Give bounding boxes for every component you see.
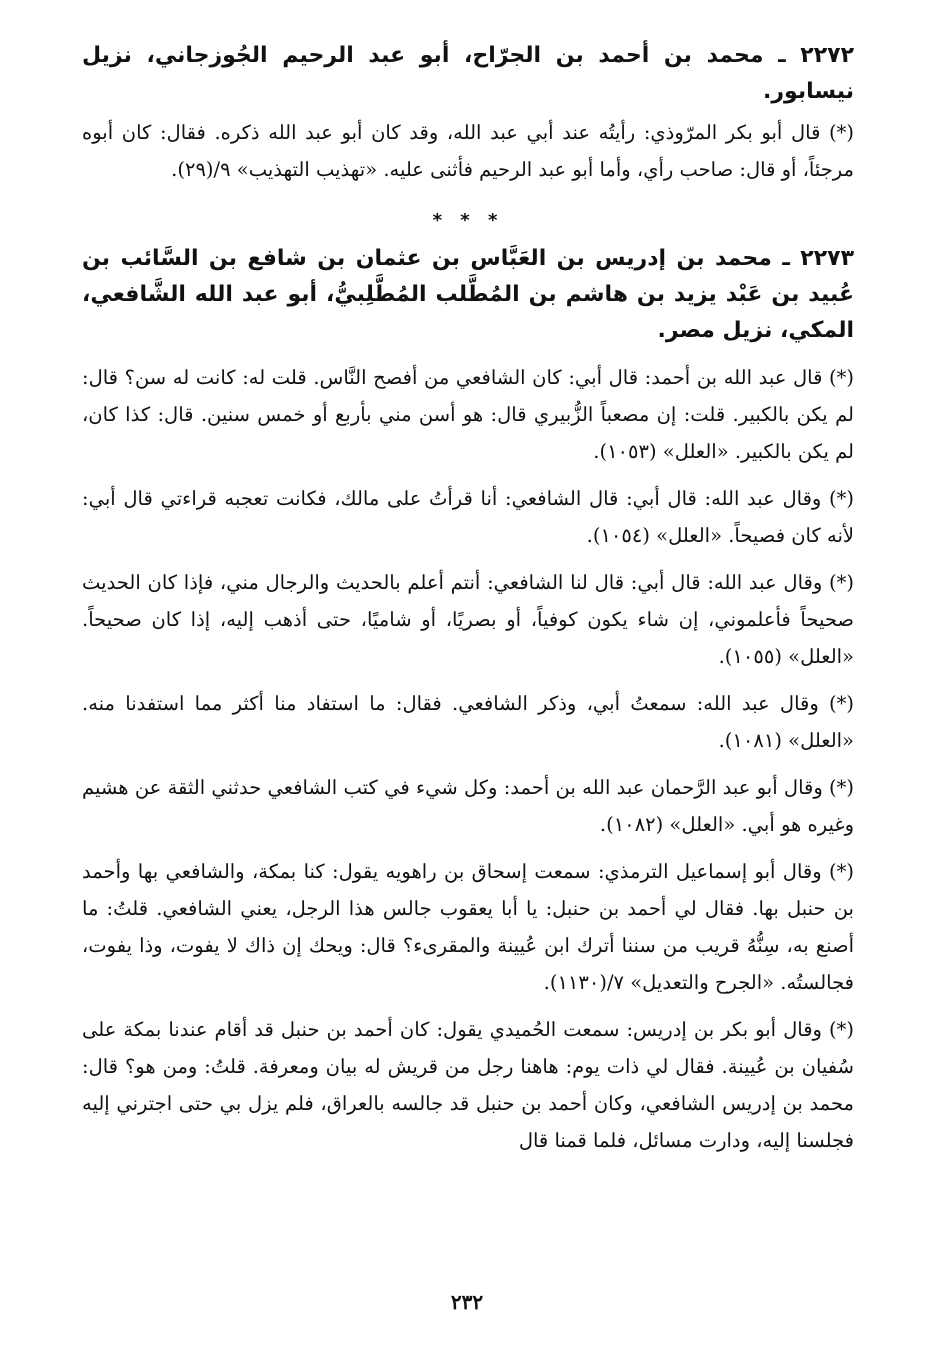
entry-paragraph: (*) قال عبد الله بن أحمد: قال أبي: كان الشافعي من أفصح النَّاس. قلت له: كانت له سن؟ قال: لم يكن بالكبير. قلت: إن مصعباً الزُّبيري قال: هو أسن مني بأربع أو خمس سنين. قال: كذا كان، لم يكن بالكبير. «العلل» (١٠٥٣). xyxy=(82,366,854,463)
section-separator: * * * xyxy=(432,210,504,231)
entry-paragraph: (*) وقال عبد الله: قال أبي: قال لنا الشافعي: أنتم أعلم بالحديث والرجال مني، فإذا كان الحديث صحيحاً فأعلموني، إن شاء يكون كوفياً، أو بصريًا، أو شاميًا، حتى أذهب إليه، إذا كان صحيحاً. «العلل» (١٠٥٥). xyxy=(82,571,854,668)
entry-paragraph: (*) وقال أبو عبد الرَّحمان عبد الله بن أحمد: وكل شيء في كتب الشافعي حدثني الثقة عن هشيم وغيره هو أبي. «العلل» (١٠٨٢). xyxy=(82,776,854,836)
entry-2273 xyxy=(82,241,854,1159)
entry-heading: ٢٢٧٣ ـ محمد بن إدريس بن العَبَّاس بن عثمان بن شافع بن السَّائب بن عُبيد بن عَبْد يزيد بن هاشم بن المُطَّلب المُطَّلِبيُّ، أبو عبد الله الشَّافعي، المكي، نزيل مصر. xyxy=(82,246,854,343)
entry-paragraph: (*) قال أبو بكر المرّوذي: رأيتُه عند أبي عبد الله، وقد كان أبو عبد الله ذكره. فقال: كان أبوه مرجئاً، أو قال: صاحب رأي، وأما أبو عبد الرحيم فأثنى عليه. «تهذيب التهذيب» ٩/(٢٩). xyxy=(82,121,854,181)
page-number: ٢٣٢ xyxy=(450,1290,484,1314)
entry-2272 xyxy=(82,38,854,188)
entry-heading: ٢٢٧٢ ـ محمد بن أحمد بن الجرّاح، أبو عبد الرحيم الجُوزجاني، نزيل نيسابور. xyxy=(82,43,854,104)
entry-paragraph: (*) وقال عبد الله: قال أبي: قال الشافعي: أنا قرأتُ على مالك، فكانت تعجبه قراءتي قال أبي: لأنه كان فصيحاً. «العلل» (١٠٥٤). xyxy=(82,487,854,547)
entry-paragraph: (*) وقال أبو بكر بن إدريس: سمعت الحُميدي يقول: كان أحمد بن حنبل قد أقام عندنا بمكة على سُفيان بن عُيينة. فقال لي ذات يوم: هاهنا رجل من قريش له بيان ومعرفة. قلتُ: ومن هو؟ قال: محمد بن إدريس الشافعي، وكان أحمد بن حنبل قد جالسه بالعراق، فلم يزل بي حتى اجترني إليه فجلسنا إليه، ودارت مسائل، فلما قمنا قال xyxy=(82,1018,854,1152)
entry-paragraph: (*) وقال عبد الله: سمعتُ أبي، وذكر الشافعي. فقال: ما استفاد منا أكثر مما استفدنا منه. «العلل» (١٠٨١). xyxy=(82,692,854,752)
entry-paragraph: (*) وقال أبو إسماعيل الترمذي: سمعت إسحاق بن راهويه يقول: كنا بمكة، والشافعي بها وأحمد بن حنبل بها. فقال لي أحمد بن حنبل: يا أبا يعقوب جالس هذا الرجل، يعني الشافعي. قلتُ: ما أصنع به، سِنُّهُ قريب من سننا أترك ابن عُيينة والمقرىء؟ قال: ويحك إن ذاك لا يفوت، وذا يفوت، فجالستُه. «الجرح والتعديل» ٧/(١١٣٠). xyxy=(82,860,854,994)
